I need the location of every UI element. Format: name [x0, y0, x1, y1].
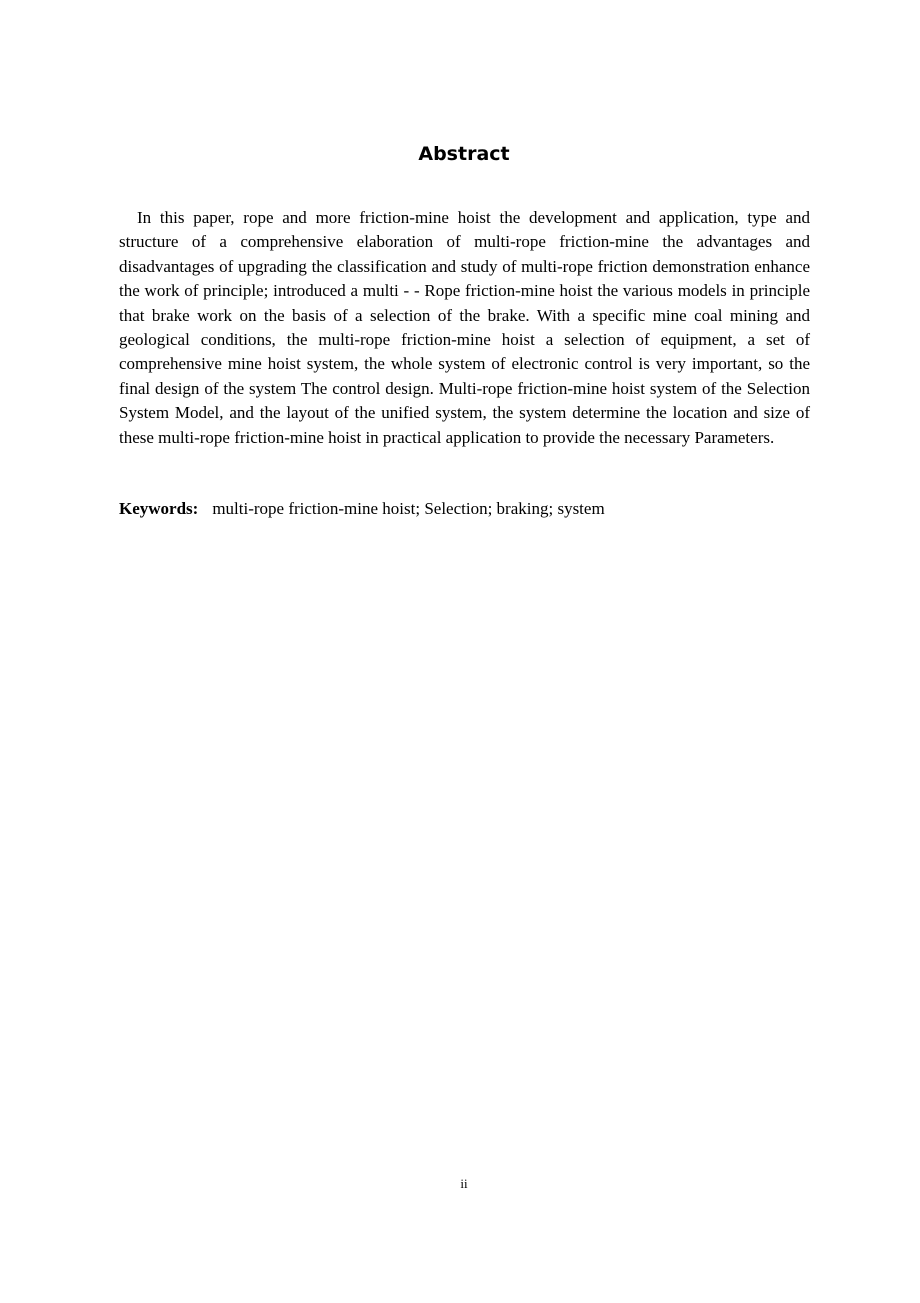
abstract-title: Abstract [418, 143, 510, 165]
keywords-label: Keywords: [119, 499, 199, 518]
abstract-body: In this paper, rope and more friction-mine hoist the development and application, type and structure of a comprehensive elaboration of multi-rope friction-mine the advantages and disadvantages of upgrading the classification and study of multi-rope friction demonstration enhance the work of principle; introduced a multi - - Rope friction-mine hoist the various models in principle that brake work on the basis of a selection of the brake. With a specific mine coal mining and geological conditions, the multi-rope friction-mine hoist a selection of equipment, a set of comprehensive mine hoist system, the whole system of electronic control is very important, so the final design of the system The control design. Multi-rope friction-mine hoist system of the Selection System Model, and the layout of the unified system, the system determine the location and size of these multi-rope friction-mine hoist in practical application to provide the necessary Parameters. [119, 208, 810, 447]
page-number: ii [460, 1176, 468, 1191]
keywords-line [119, 497, 810, 521]
keywords-text: multi-rope friction-mine hoist; Selection; braking; system [212, 499, 605, 518]
